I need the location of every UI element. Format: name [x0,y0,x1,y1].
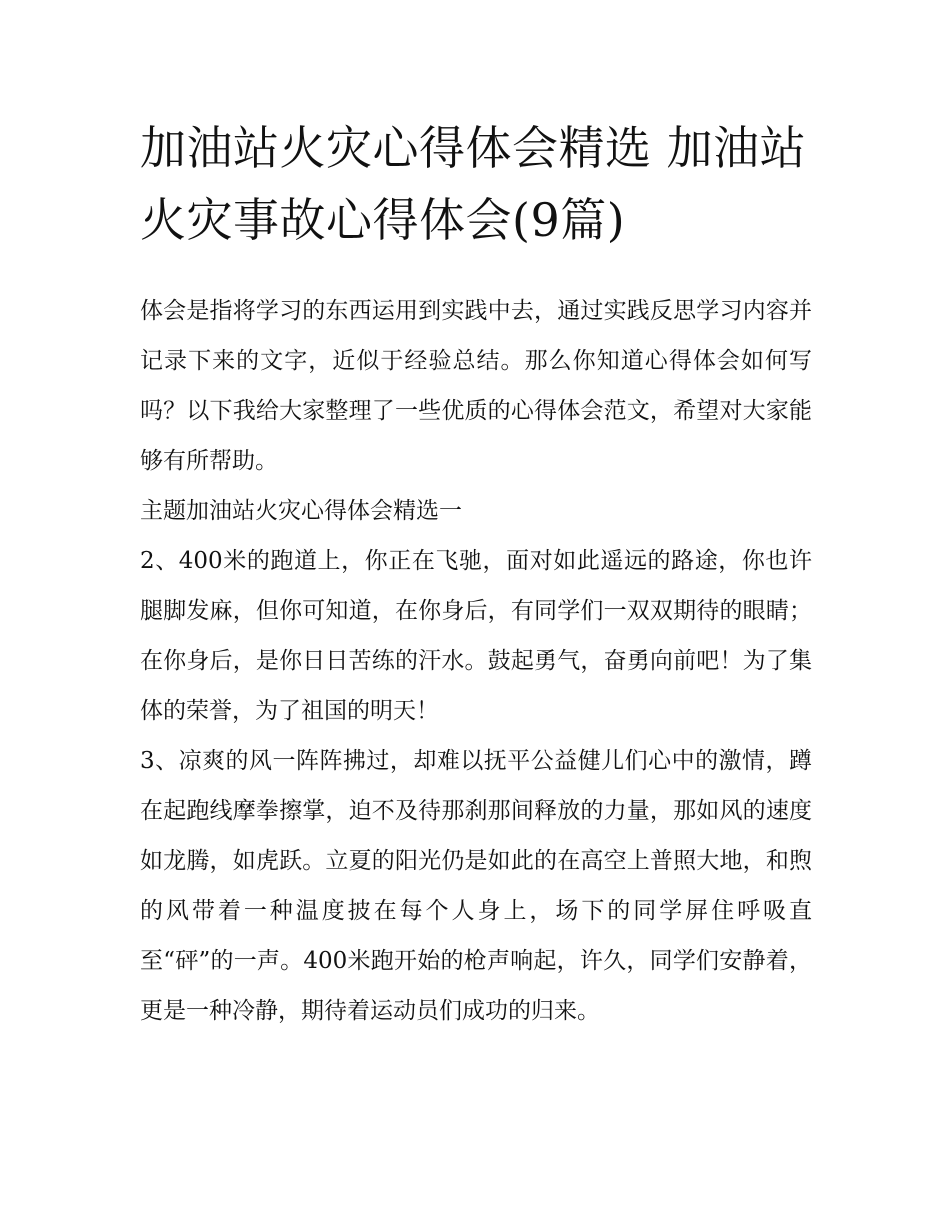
paragraph-intro: 体会是指将学习的东西运用到实践中去，通过实践反思学习内容并记录下来的文字，近似于经验总结。那么你知道心得体会如何写吗？以下我给大家整理了一些优质的心得体会范文，希望对大家能够有所帮助。 [140,298,812,474]
document-body [140,286,812,1036]
document-title: 加油站火灾心得体会精选 加油站火灾事故心得体会(9篇) [140,121,807,247]
paragraph-section-heading: 主题加油站火灾心得体会精选一 [140,498,462,524]
paragraph-item-3: 3、凉爽的风一阵阵拂过，却难以抚平公益健儿们心中的激情，蹲在起跑线摩拳擦掌，迫不及待那刹那间释放的力量，那如风的速度如龙腾，如虎跃。立夏的阳光仍是如此的在高空上普照大地，和煦的风带着一种温度披在每个人身上，场下的同学屏住呼吸直至“砰”的一声。400米跑开始的枪声响起，许久，同学们安静着，更是一种冷静，期待着运动员们成功的归来。 [140,748,812,1024]
document-page [140,112,812,1036]
paragraph-item-2: 2、400米的跑道上，你正在飞驰，面对如此遥远的路途，你也许腿脚发麻，但你可知道，在你身后，有同学们一双双期待的眼睛；在你身后，是你日日苦练的汗水。鼓起勇气，奋勇向前吧！为了集体的荣誉，为了祖国的明天！ [140,548,812,724]
